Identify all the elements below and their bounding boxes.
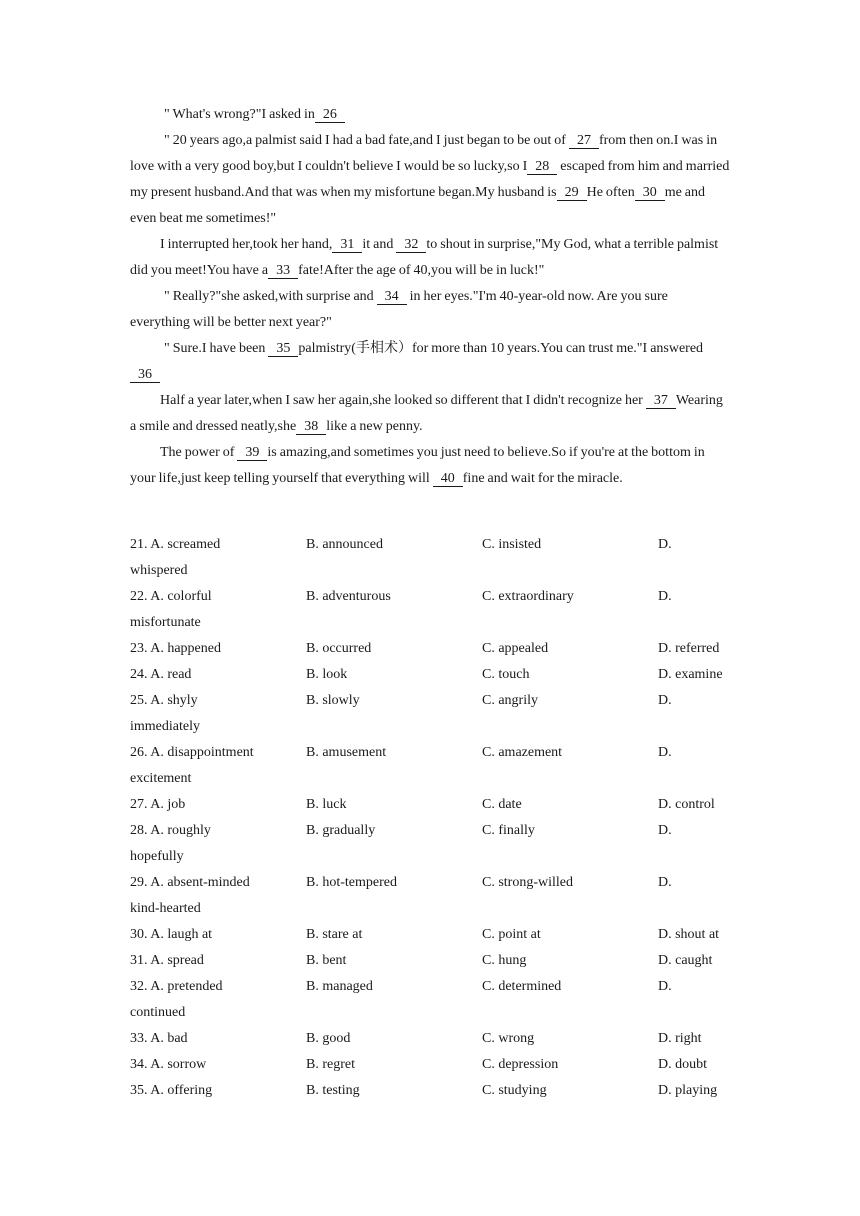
question-row: [130, 922, 740, 948]
option-b: B. bent: [306, 953, 347, 968]
option-c: C. amazement: [482, 745, 563, 760]
passage-text: me and even beat me sometimes!": [130, 185, 706, 226]
option-c: C. finally: [482, 823, 535, 838]
blank-number: 29: [557, 185, 587, 201]
option-d: D.: [658, 537, 672, 552]
blank-number: 31: [332, 237, 362, 253]
option-b: B. occurred: [306, 641, 372, 656]
passage-text: in her eyes."I'm 40-year-old now. Are you sure everything will be better next year?": [130, 289, 668, 330]
passage-text: palmistry(手相术）for more than 10 years.You can trust me."I answered: [298, 341, 704, 356]
option-d: D.: [658, 823, 672, 838]
option-c: C. touch: [482, 667, 530, 682]
blank-number: 28: [527, 159, 557, 175]
option-a-text: A. screamed: [150, 537, 221, 552]
option-b: B. managed: [306, 979, 373, 994]
passage-paragraph: [130, 336, 730, 388]
option-d: D. right: [658, 1031, 702, 1046]
question-number: 31.: [130, 953, 148, 968]
option-c: C. point at: [482, 927, 541, 942]
question-row: [130, 662, 740, 688]
passage-text: to shout in surprise,"My God, what a terrible palmist did you meet!You have a: [130, 237, 719, 278]
option-a: [130, 1052, 206, 1078]
blank-number: 36: [130, 367, 160, 383]
question-number: 21.: [130, 537, 148, 552]
option-a: [130, 792, 185, 818]
blank-number: 40: [433, 471, 463, 487]
option-d: D. caught: [658, 953, 713, 968]
question-row: [130, 818, 740, 870]
passage-text: " 20 years ago,a palmist said I had a bad fate,and I just began to be out of: [164, 133, 569, 148]
option-d: D.: [658, 589, 672, 604]
option-c: C. hung: [482, 953, 527, 968]
passage-text: escaped from him and married my present husband.And that was when my misfortune began.My husband is: [130, 159, 730, 200]
option-d-wrapped-text: excitement: [130, 771, 192, 786]
question-number: 33.: [130, 1031, 148, 1046]
question-row: [130, 1026, 740, 1052]
option-a: [130, 870, 250, 896]
option-c: C. strong-willed: [482, 875, 573, 890]
passage-paragraph: [130, 440, 730, 492]
passage-text: from then on.I was in love with a very good boy,but I couldn't believe I would be so lucky,so I: [130, 133, 718, 174]
option-c: C. extraordinary: [482, 589, 574, 604]
option-b: B. testing: [306, 1083, 360, 1098]
option-b: B. stare at: [306, 927, 363, 942]
option-a-text: A. sorrow: [150, 1057, 207, 1072]
option-a: [130, 636, 221, 662]
option-b: B. good: [306, 1031, 351, 1046]
question-row: [130, 792, 740, 818]
option-a-text: A. shyly: [150, 693, 198, 708]
blank-number: 32: [396, 237, 426, 253]
passage-text: is amazing,and sometimes you just need to believe.So if you're at the bottom in your life,just keep telling yourself that everything will: [130, 445, 705, 486]
blank-number: 35: [268, 341, 298, 357]
question-row: [130, 1078, 740, 1104]
question-row: [130, 1052, 740, 1078]
question-row: [130, 870, 740, 922]
option-d-wrapped-text: immediately: [130, 719, 200, 734]
passage-paragraph: [130, 128, 730, 232]
question-number: 29.: [130, 875, 148, 890]
option-a-text: A. disappointment: [150, 745, 254, 760]
passage-text: He often: [586, 185, 635, 200]
passage-paragraph: [130, 388, 730, 440]
passage-text: like a new penny.: [326, 419, 423, 434]
option-d: D. playing: [658, 1083, 718, 1098]
passage-paragraph: [130, 232, 730, 284]
option-b: B. luck: [306, 797, 347, 812]
question-number: 34.: [130, 1057, 148, 1072]
option-a: [130, 532, 220, 558]
option-a: [130, 922, 212, 948]
question-row: [130, 974, 740, 1026]
question-row: [130, 636, 740, 662]
question-row: [130, 948, 740, 974]
option-c: C. date: [482, 797, 522, 812]
question-row: [130, 584, 740, 636]
question-number: 35.: [130, 1083, 148, 1098]
question-number: 23.: [130, 641, 148, 656]
option-a: [130, 740, 254, 766]
passage-paragraph: [130, 102, 730, 128]
blank-number: 37: [646, 393, 676, 409]
passage-text: I interrupted her,took her hand,: [160, 237, 333, 252]
option-a-text: A. laugh at: [150, 927, 213, 942]
option-d: D.: [658, 745, 672, 760]
question-number: 32.: [130, 979, 148, 994]
option-b: B. gradually: [306, 823, 376, 838]
option-d: D. examine: [658, 667, 723, 682]
option-c: C. wrong: [482, 1031, 535, 1046]
option-c: C. determined: [482, 979, 562, 994]
option-a-text: A. absent-minded: [150, 875, 250, 890]
option-b: B. amusement: [306, 745, 387, 760]
cloze-passage: [130, 102, 730, 492]
option-d: D. doubt: [658, 1057, 707, 1072]
option-c: C. depression: [482, 1057, 559, 1072]
question-number: 26.: [130, 745, 148, 760]
option-a: [130, 1078, 212, 1104]
option-d-wrapped-text: hopefully: [130, 849, 184, 864]
blank-number: 26: [315, 107, 345, 123]
option-a-text: A. read: [150, 667, 192, 682]
option-a: [130, 818, 211, 844]
blank-number: 38: [296, 419, 326, 435]
option-a-text: A. bad: [150, 1031, 188, 1046]
option-d: D.: [658, 979, 672, 994]
option-d: D. control: [658, 797, 715, 812]
option-a: [130, 688, 198, 714]
passage-text: " Sure.I have been: [164, 341, 269, 356]
question-row: [130, 688, 740, 740]
option-b: B. slowly: [306, 693, 360, 708]
option-b: B. look: [306, 667, 348, 682]
question-row: [130, 740, 740, 792]
option-b: B. announced: [306, 537, 383, 552]
passage-text: " Really?"she asked,with surprise and: [164, 289, 377, 304]
option-d-wrapped-text: kind-hearted: [130, 901, 201, 916]
answer-options: [130, 532, 740, 1104]
option-a-text: A. job: [150, 797, 186, 812]
passage-text: Half a year later,when I saw her again,she looked so different that I didn't recognize her: [160, 393, 646, 408]
question-number: 27.: [130, 797, 148, 812]
option-d: D. shout at: [658, 927, 720, 942]
option-a-text: A. offering: [150, 1083, 213, 1098]
option-b: B. adventurous: [306, 589, 391, 604]
option-d-wrapped-text: continued: [130, 1005, 186, 1020]
question-number: 28.: [130, 823, 148, 838]
option-d: D.: [658, 875, 672, 890]
option-a-text: A. happened: [150, 641, 221, 656]
option-c: C. angrily: [482, 693, 538, 708]
passage-text: fine and wait for the miracle.: [462, 471, 623, 486]
option-a-text: A. pretended: [150, 979, 223, 994]
passage-text: Wearing a smile and dressed neatly,she: [130, 393, 723, 434]
option-c: C. insisted: [482, 537, 542, 552]
option-a-text: A. roughly: [150, 823, 211, 838]
option-d-wrapped-text: misfortunate: [130, 615, 201, 630]
option-d: D.: [658, 693, 672, 708]
option-a: [130, 974, 223, 1000]
option-a: [130, 1026, 188, 1052]
question-number: 25.: [130, 693, 148, 708]
passage-text: it and: [362, 237, 397, 252]
question-number: 22.: [130, 589, 148, 604]
blank-number: 33: [268, 263, 298, 279]
option-a-text: A. colorful: [150, 589, 212, 604]
option-a: [130, 662, 191, 688]
question-number: 24.: [130, 667, 148, 682]
question-number: 30.: [130, 927, 148, 942]
passage-text: The power of: [160, 445, 238, 460]
option-a: [130, 584, 212, 610]
option-a: [130, 948, 204, 974]
blank-number: 27: [569, 133, 599, 149]
blank-number: 30: [635, 185, 665, 201]
blank-number: 34: [377, 289, 407, 305]
passage-text: " What's wrong?"I asked in: [164, 107, 315, 122]
option-d-wrapped-text: whispered: [130, 563, 188, 578]
passage-paragraph: [130, 284, 730, 336]
passage-text: fate!After the age of 40,you will be in luck!": [298, 263, 545, 278]
option-d: D. referred: [658, 641, 720, 656]
option-a-text: A. spread: [150, 953, 204, 968]
blank-number: 39: [237, 445, 267, 461]
option-b: B. regret: [306, 1057, 355, 1072]
option-c: C. appealed: [482, 641, 549, 656]
option-b: B. hot-tempered: [306, 875, 397, 890]
option-c: C. studying: [482, 1083, 547, 1098]
question-row: [130, 532, 740, 584]
